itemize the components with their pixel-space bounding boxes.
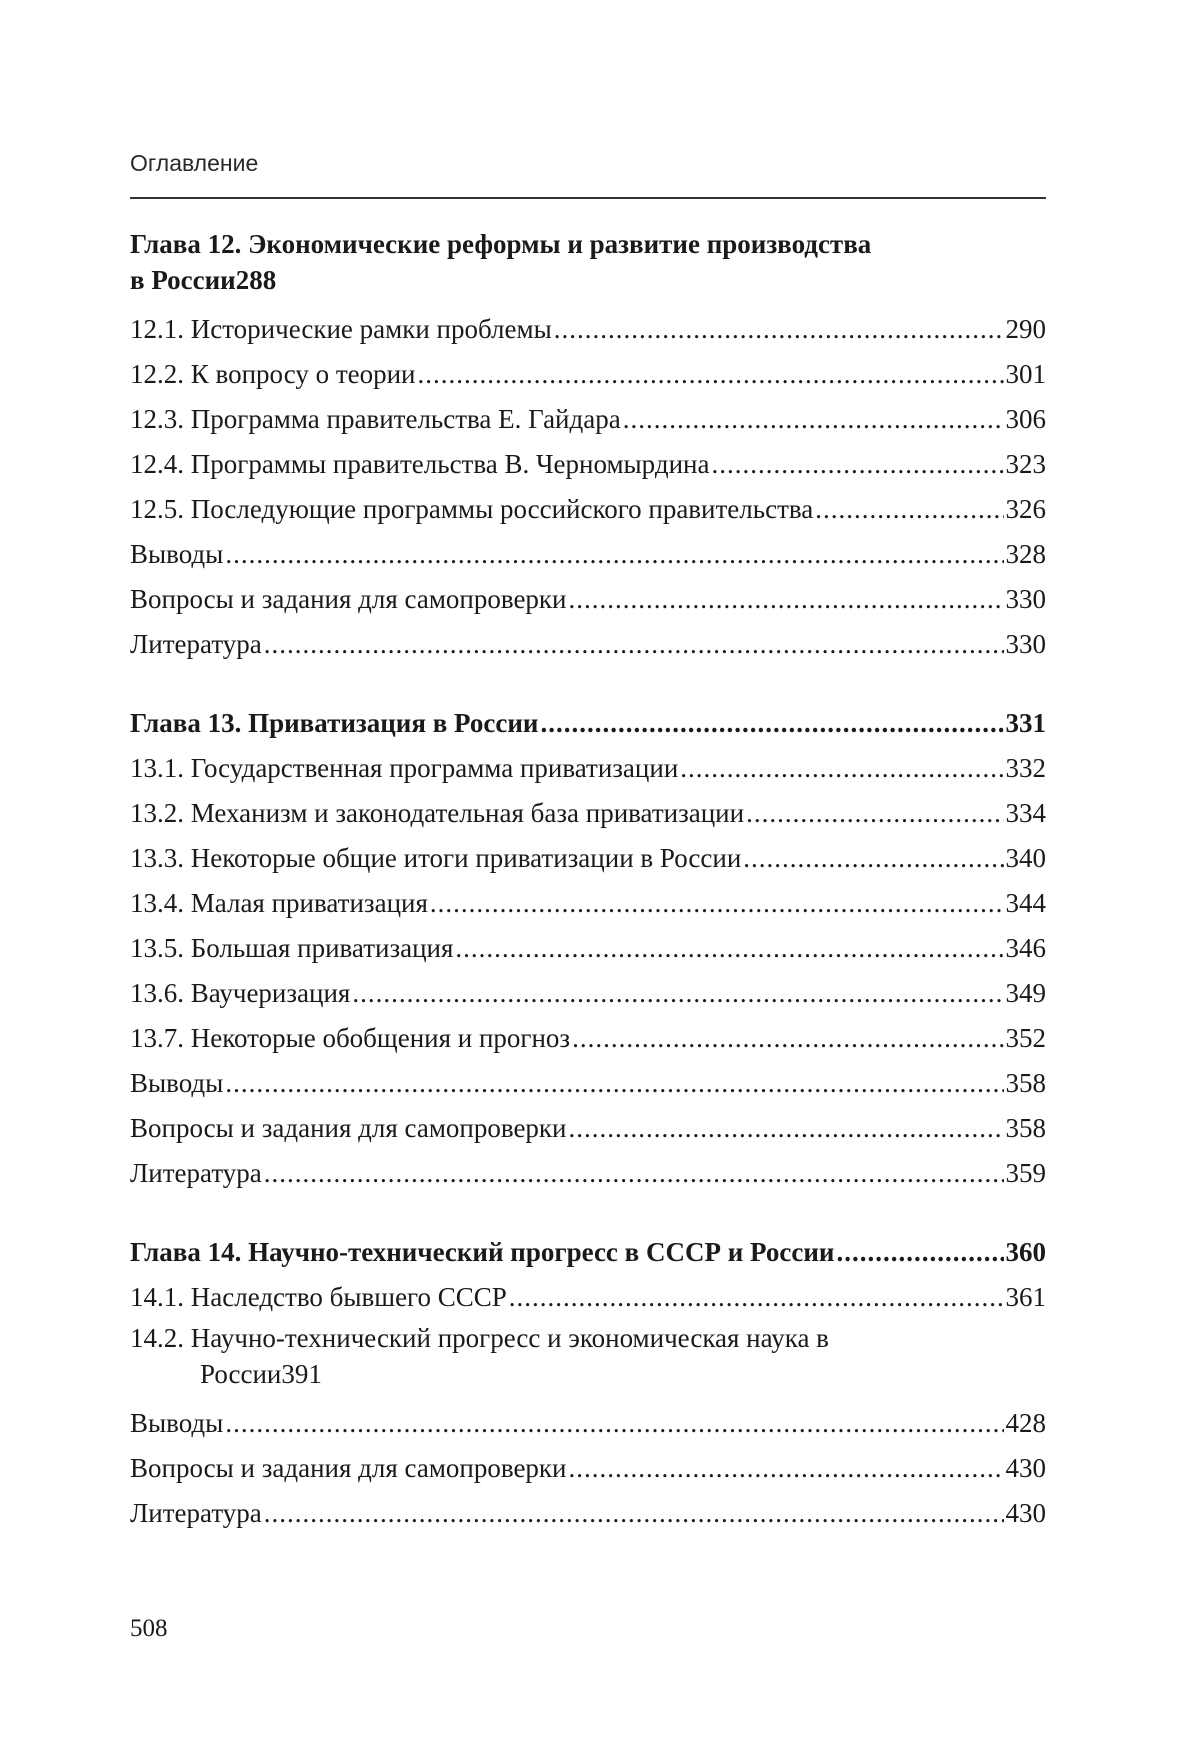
leader-dots [264,622,1004,667]
entry-title: 13.5. Большая приватизация [130,933,454,963]
header-rule [130,197,1046,199]
leader-dots [225,1401,1003,1446]
chapter-title: Глава 13. Приватизация в России [130,708,539,738]
chapter-page-number: 331 [1005,708,1046,738]
toc-entry [130,1491,1046,1536]
entry-title: 13.1. Государственная программа приватизации [130,753,679,783]
entry-title: Выводы [130,1068,224,1098]
toc-entry [130,487,1046,532]
entry-page-number: 349 [1005,978,1046,1008]
leader-dots [572,1016,1003,1061]
chapter-heading [130,226,1046,298]
leader-dots [418,352,1004,397]
leader-dots [569,577,1004,622]
chapter-title-line2: в России [130,265,236,295]
chapter-title-line2-row [130,262,1046,298]
entry-page-number: 340 [1005,843,1046,873]
entry-page-number: 301 [1005,359,1046,389]
leader-dots [264,1491,1004,1536]
chapter-title-line1: Глава 12. Экономические реформы и развитие производства [130,229,872,259]
entry-page-number: 290 [1005,314,1046,344]
leader-dots [225,1061,1003,1106]
entry-title: Литература [130,629,262,659]
entry-page-number: 391 [281,1359,322,1389]
toc-entry [130,442,1046,487]
leader-dots [569,1106,1004,1151]
entry-title: Вопросы и задания для самопроверки [130,584,567,614]
toc-entry [130,1061,1046,1106]
leader-dots [540,701,1003,746]
toc-entry [130,1401,1046,1446]
chapter-14 [130,1230,1046,1536]
leader-dots [815,487,1003,532]
entry-page-number: 352 [1005,1023,1046,1053]
entry-title: 14.1. Наследство бывшего СССР [130,1282,507,1312]
leader-dots [711,442,1003,487]
toc-entry [130,622,1046,667]
toc-entry-multiline [130,1320,1046,1392]
entry-title: 13.2. Механизм и законодательная база приватизации [130,798,745,828]
leader-dots [680,746,1003,791]
entry-title: Литература [130,1158,262,1188]
entry-page-number: 328 [1005,539,1046,569]
leader-dots [352,971,1003,1016]
toc-entry [130,1016,1046,1061]
toc-entry [130,532,1046,577]
entry-title-line2-row [130,1356,1046,1392]
entry-page-number: 306 [1005,404,1046,434]
entry-title: 13.3. Некоторые общие итоги приватизации в России [130,843,742,873]
toc-entry [130,881,1046,926]
toc-entry [130,1151,1046,1196]
toc-entry [130,746,1046,791]
entry-page-number: 330 [1005,629,1046,659]
leader-dots [455,926,1003,971]
toc-entry [130,577,1046,622]
entry-page-number: 430 [1005,1498,1046,1528]
entry-title: 12.2. К вопросу о теории [130,359,416,389]
chapter-page-number: 360 [1005,1237,1046,1267]
chapter-12 [130,226,1046,667]
leader-dots [623,397,1004,442]
entry-title: 12.3. Программа правительства Е. Гайдара [130,404,621,434]
leader-dots [554,307,1004,352]
entry-title-line2: России [200,1359,282,1389]
entry-title: 12.1. Исторические рамки проблемы [130,314,552,344]
leader-dots [264,1151,1004,1196]
chapter-page-number: 288 [235,265,277,295]
entry-page-number: 428 [1005,1408,1046,1438]
entry-title: Вопросы и задания для самопроверки [130,1113,567,1143]
leader-dots [430,881,1004,926]
toc-entry [130,1275,1046,1320]
entry-title: 12.4. Программы правительства В. Черномырдина [130,449,710,479]
running-header: Оглавление [130,150,259,176]
entry-title-line1: 14.2. Научно-технический прогресс и экономическая наука в [130,1323,829,1353]
entry-page-number: 358 [1005,1113,1046,1143]
entry-page-number: 326 [1005,494,1046,524]
toc-entry [130,926,1046,971]
toc-entry [130,352,1046,397]
entry-page-number: 323 [1005,449,1046,479]
entry-page-number: 344 [1005,888,1046,918]
entry-title: Выводы [130,1408,224,1438]
toc-entry [130,836,1046,881]
toc-entry [130,791,1046,836]
toc-entry [130,1446,1046,1491]
toc-entry [130,1106,1046,1151]
leader-dots [509,1275,1004,1320]
chapter-13 [130,701,1046,1196]
chapter-heading [130,701,1046,746]
leader-dots [746,791,1003,836]
entry-page-number: 358 [1005,1068,1046,1098]
entry-page-number: 359 [1005,1158,1046,1188]
table-of-contents [130,226,1046,1536]
toc-entry [130,307,1046,352]
page-number: 508 [130,1615,168,1642]
entry-page-number: 361 [1005,1282,1046,1312]
leader-dots [743,836,1003,881]
entry-page-number: 346 [1005,933,1046,963]
leader-dots [225,532,1003,577]
entry-title: 13.4. Малая приватизация [130,888,428,918]
leader-dots [836,1230,1003,1275]
entry-page-number: 330 [1005,584,1046,614]
entry-page-number: 334 [1005,798,1046,828]
chapter-title: Глава 14. Научно-технический прогресс в СССР и России [130,1237,835,1267]
toc-entry [130,971,1046,1016]
entry-page-number: 332 [1005,753,1046,783]
entry-title: Вопросы и задания для самопроверки [130,1453,567,1483]
toc-entry [130,397,1046,442]
entry-page-number: 430 [1005,1453,1046,1483]
leader-dots [569,1446,1004,1491]
chapter-heading [130,1230,1046,1275]
entry-title: Литература [130,1498,262,1528]
entry-title: 13.7. Некоторые обобщения и прогноз [130,1023,571,1053]
entry-title: 12.5. Последующие программы российского правительства [130,494,814,524]
entry-title: Выводы [130,539,224,569]
entry-title: 13.6. Ваучеризация [130,978,351,1008]
